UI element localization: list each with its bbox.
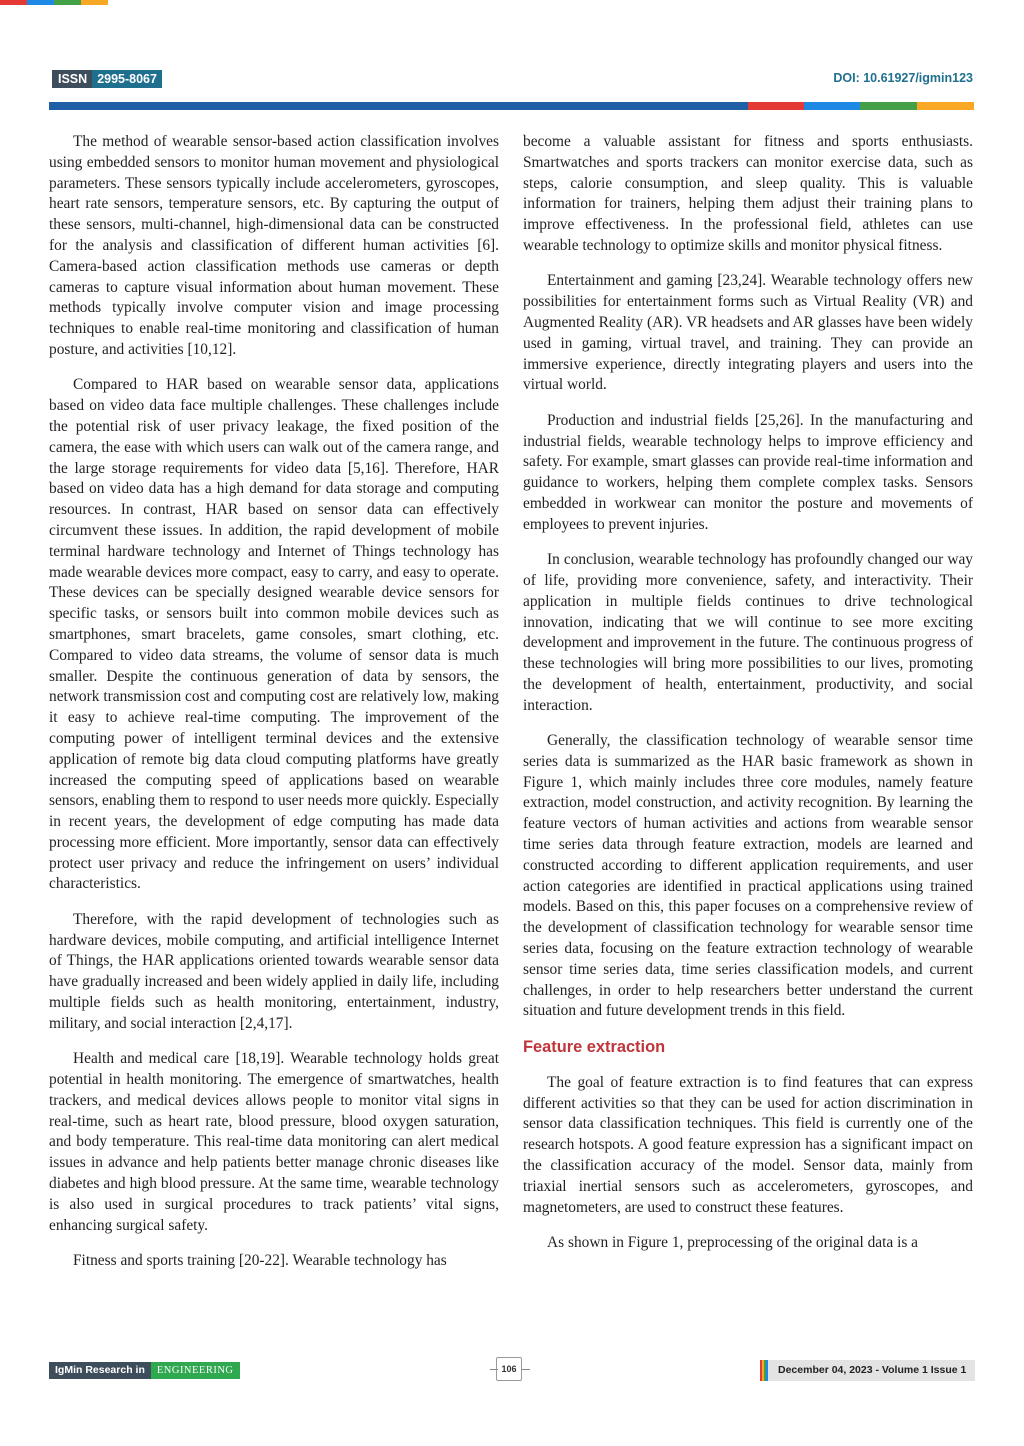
doi-link[interactable]: DOI: 10.61927/igmin123 [833,71,973,85]
paragraph: As shown in Figure 1, preprocessing of the original data is a [547,1234,919,1252]
page-number [490,1357,530,1381]
right-column [523,132,973,1268]
header-rule-red [748,102,804,110]
issue-color-stripes [760,1360,768,1381]
paragraph: In conclusion, wearable technology has profoundly changed our way of life, providing more convenience, safety, and interactivity. Their application in multiple fields continues to drive technological innovation, indicating that we will continue to see more exciting development and improvement in the future. The continuous progress of these technologies will bring more possibilities to our lives, promoting the development of health, entertainment, productivity, and social interaction. [523,551,973,714]
header-rule-blue [49,102,748,110]
top-color-strip [0,0,108,5]
date-issue: December 04, 2023 - Volume 1 Issue 1 [768,1360,975,1381]
section-heading: Feature extraction [523,1037,666,1056]
strip-orange [81,0,108,5]
paragraph: become a valuable assistant for fitness and sports enthusiasts. Smartwatches and sports trackers can monitor exercise data, such as steps, calorie consumption, and sleep quality. This is valuable information for trainers, helping them adjust their training plans to improve effectiveness. In the professional field, athletes can use wearable technology to optimize skills and monitor physical fitness. [523,133,973,254]
paragraph: Generally, the classification technology of wearable sensor time series data is summarized as the HAR basic framework as shown in Figure 1, which mainly includes three core modules, namely feature extraction, model construction, and activity recognition. By learning the feature vectors of human activities and actions from wearable sensor time series data through feature extraction, models are learned and constructed according to different application requirements, and user action categories are identified in practical applications using trained models. Based on this, this paper focuses on a comprehensive review of the development of classification technology for wearable sensor time series data, focusing on the feature extraction technology of wearable sensor time series data, time series classification models, and current challenges, in order to help researchers better understand the current situation and future development trends in this field. [523,732,973,1020]
paragraph: Entertainment and gaming [23,24]. Wearable technology offers new possibilities for entertainment forms such as Virtual Reality (VR) and Augmented Reality (AR). VR headsets and AR glasses have been widely used in gaming, virtual travel, and training. They can provide an immersive experience, directly integrating players and users into the virtual world. [523,272,973,394]
paragraph: Therefore, with the rapid development of technologies such as hardware devices, mobile computing, and artificial intelligence Internet of Things, the HAR applications oriented towards wearable sensor data have gradually increased and been widely applied in daily life, including multiple fields such as health monitoring, entertainment, industry, military, and social interaction [2,4,17]. [49,910,499,1032]
paragraph: Health and medical care [18,19]. Wearable technology holds great potential in health monitoring. The emergence of smartwatches, health trackers, and medical devices allows people to monitor vital signs in real-time, such as heart rate, blood pressure, blood oxygen saturation, and body temperature. This real-time data monitoring can alert medical issues in advance and help patients better manage chronic diseases like diabetes and high blood pressure. At the same time, wearable technology is also used in surgical procedures to track patients’ vital signs, enhancing surgical safety. [49,1050,499,1234]
header-rule-green [860,102,917,110]
left-column [49,132,499,1286]
publisher-label: IgMin Research in [49,1362,151,1379]
paragraph: Compared to HAR based on wearable sensor data, applications based on video data face multiple challenges. These challenges include the potential risk of user privacy leakage, the fixed position of the camera, the ease with which users can walk out of the camera range, and the large storage requirements for video data [5,16]. Therefore, HAR based on video data has a high demand for data storage and computing resources. In contrast, HAR based on sensor data can effectively circumvent these issues. In addition, the rapid development of mobile terminal hardware technology and Internet of Things technology has made wearable devices more compact, easy to carry, and easy to operate. These devices can be specially designed wearable device sensors for specific tasks, or sensors built into common mobile devices such as smartphones, smart bracelets, game consoles, smart clothing, etc. Compared to video data streams, the volume of sensor data is much smaller. Despite the continuous generation of data by sensors, the network transmission cost and computing cost are relatively low, making it easy to achieve real-time computing. The improvement of the computing power of intelligent terminal devices and the extensive application of remote big data cloud computing platforms have greatly increased the computing speed of applications based on wearable sensors, enabling them to respond to user needs more quickly. Especially in recent years, the development of edge computing has made data processing more efficient. More importantly, sensor data can effectively protect user privacy and reduce the infringement on users’ individual characteristics. [49,376,499,893]
journal-badge [49,1362,240,1379]
strip-red [0,0,27,5]
field-label: ENGINEERING [151,1362,240,1379]
issn-value: 2995-8067 [92,70,162,88]
paragraph: The method of wearable sensor-based action classification involves using embedded sensors to monitor human movement and physiological parameters. These sensors typically include accelerometers, gyroscopes, heart rate sensors, temperature sensors, etc. By capturing the output of these sensors, multi-channel, high-dimensional data can be constructed for the analysis and classification of different human activities [6]. Camera-based action classification methods use cameras or depth cameras to capture visual information about human movement. These methods typically involve computer vision and image processing techniques to enable real-time monitoring and classification of human posture, and activities [10,12]. [49,133,499,358]
header-rule-lightblue [804,102,860,110]
issn-label: ISSN [52,70,92,88]
issn-badge [52,70,162,88]
page-number-rule-right [522,1369,530,1370]
page-number-box: 106 [496,1357,522,1381]
header-rule [49,102,974,110]
strip-green [54,0,81,5]
issue-info [760,1360,975,1381]
strip-blue [27,0,54,5]
header-rule-orange [917,102,974,110]
paragraph: Production and industrial fields [25,26]. In the manufacturing and industrial fields, wearable technology helps to improve efficiency and safety. For example, smart glasses can provide real-time information and guidance to workers, helping them complete complex tasks. Sensors embedded in workwear can monitor the posture and movements of employees to prevent injuries. [523,411,973,533]
paragraph: The goal of feature extraction is to find features that can express different activities so that they can be used for action discrimination in sensor data classification techniques. This field is currently one of the research hotspots. A good feature expression has a significant impact on the classification accuracy of the model. Sensor data, mainly from triaxial inertial sensors such as accelerometers, gyroscopes, and magnetometers, are used to construct these features. [523,1073,973,1216]
paragraph: Fitness and sports training [20-22]. Wearable technology has [73,1252,447,1270]
